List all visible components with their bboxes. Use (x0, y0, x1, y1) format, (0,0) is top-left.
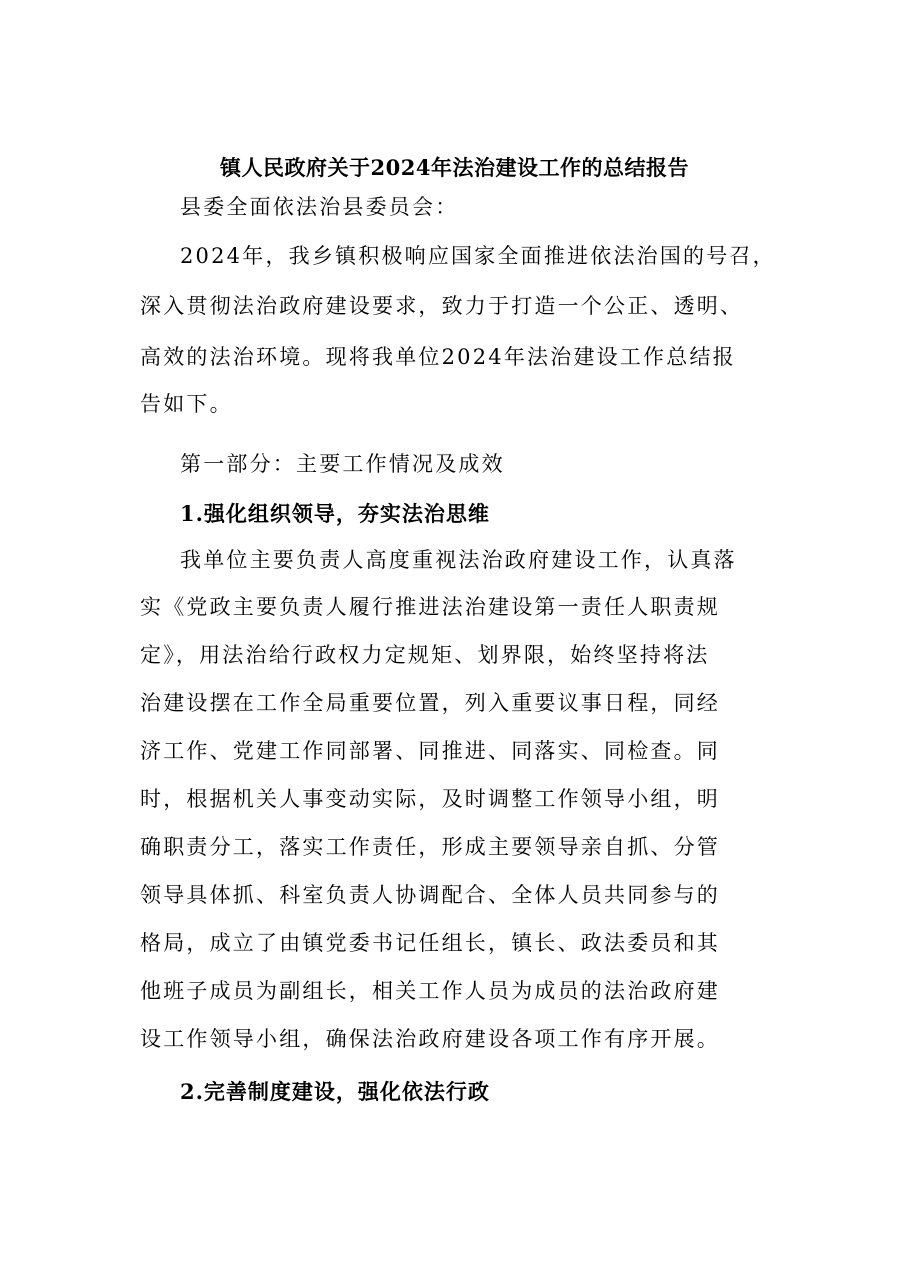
section-1-paragraph-line: 确职责分工，落实工作责任，形成主要领导亲自抓、分管 (140, 835, 720, 859)
section-1-paragraph-line: 济工作、党建工作同部署、同推进、同落实、同检查。同 (140, 739, 720, 763)
part-one-heading: 第一部分：主要工作情况及成效 (180, 452, 505, 476)
section-1-paragraph-line: 时，根据机关人事变动实际，及时调整工作领导小组，明 (140, 787, 720, 811)
section-1-paragraph-line: 我单位主要负责人高度重视法治政府建设工作，认真落 (180, 548, 737, 572)
intro-line: 2024年，我乡镇积极响应国家全面推进依法治国的号召， (180, 244, 776, 268)
salutation: 县委全面依法治县委员会： (180, 195, 459, 219)
section-1-paragraph-line: 他班子成员为副组长，相关工作人员为成员的法治政府建 (140, 979, 720, 1003)
intro-line: 告如下。 (140, 392, 233, 416)
section-2-heading: 2.完善制度建设，强化依法行政 (180, 1079, 490, 1104)
section-1-paragraph-line: 领导具体抓、科室负责人协调配合、全体人员共同参与的 (140, 883, 720, 907)
intro-line: 高效的法治环境。现将我单位2024年法治建设工作总结报 (140, 345, 736, 369)
section-1-heading: 1.强化组织领导，夯实法治思维 (180, 501, 490, 526)
section-1-paragraph-line: 定》，用法治给行政权力定规矩、划界限，始终坚持将法 (140, 643, 710, 667)
document-title: 镇人民政府关于2024年法治建设工作的总结报告 (220, 155, 689, 180)
section-1-paragraph-line: 治建设摆在工作全局重要位置，列入重要议事日程，同经 (140, 691, 720, 715)
intro-line: 深入贯彻法治政府建设要求，致力于打造一个公正、透明、 (140, 294, 744, 318)
section-1-paragraph-line: 设工作领导小组，确保法治政府建设各项工作有序开展。 (140, 1027, 720, 1051)
section-1-paragraph-line: 实《党政主要负责人履行推进法治建设第一责任人职责规 (140, 595, 720, 619)
section-1-paragraph-line: 格局，成立了由镇党委书记任组长，镇长、政法委员和其 (140, 931, 720, 955)
